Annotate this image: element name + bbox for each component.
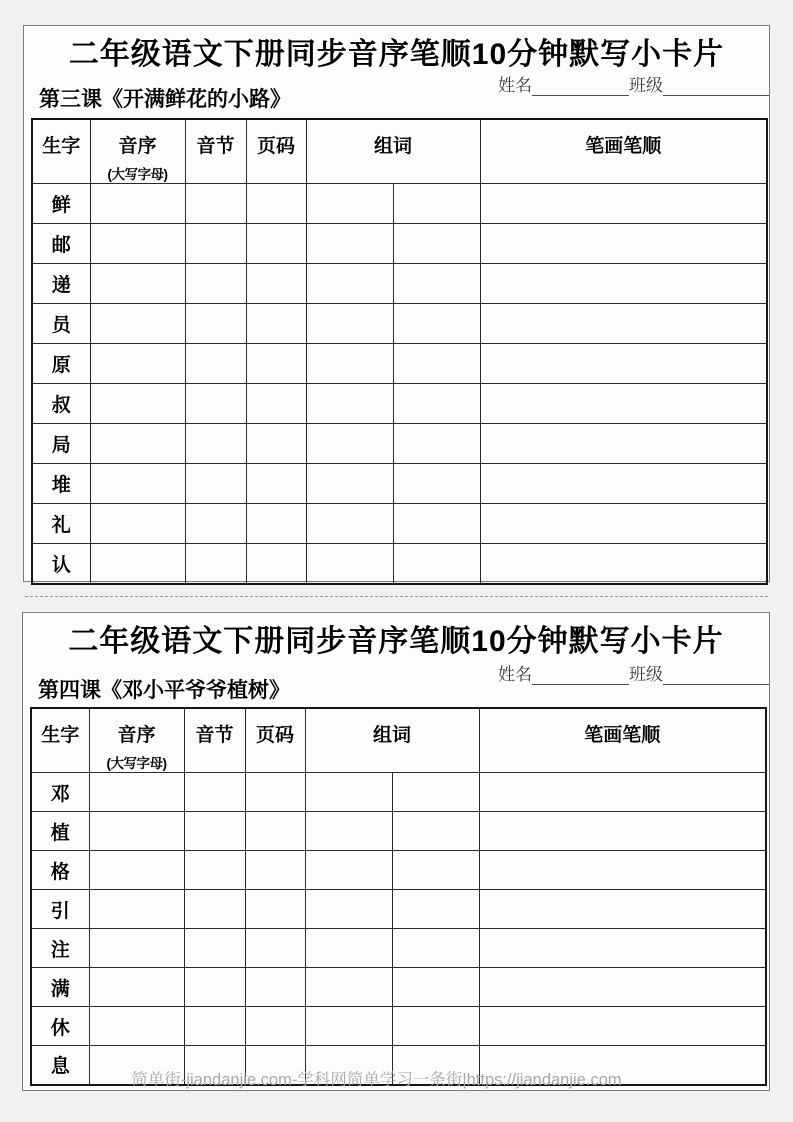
strokes-cell: [479, 890, 766, 929]
name-blank-line: [532, 80, 629, 96]
page-cell: [246, 384, 306, 424]
character-cell: 鲜: [32, 184, 90, 224]
words-cell-right: [393, 264, 480, 304]
words-cell-right: [393, 224, 480, 264]
character-cell: 堆: [32, 464, 90, 504]
table-row: [32, 424, 767, 464]
words-cell-left: [305, 1007, 392, 1046]
syllable-cell: [185, 304, 246, 344]
character-cell: 叔: [32, 384, 90, 424]
lesson-title: 第三课《开满鲜花的小路》: [39, 88, 291, 111]
words-cell-right: [393, 544, 480, 584]
page-cell: [246, 504, 306, 544]
header-syllable: 音节: [184, 708, 245, 773]
character-cell: 满: [31, 968, 89, 1007]
header-page: 页码: [246, 119, 306, 184]
strokes-cell: [480, 264, 767, 304]
table-row: [31, 1007, 766, 1046]
character-cell: 礼: [32, 504, 90, 544]
header-row: [31, 708, 766, 773]
page-cell: [246, 544, 306, 584]
page-cell: [245, 812, 305, 851]
syllable-cell: [184, 851, 245, 890]
header-strokes: 笔画笔顺: [480, 119, 767, 184]
words-cell-left: [306, 184, 393, 224]
class-blank-line: [663, 80, 769, 96]
syllable-cell: [184, 890, 245, 929]
strokes-cell: [479, 968, 766, 1007]
words-cell-right: [393, 304, 480, 344]
page-cell: [245, 968, 305, 1007]
table-row: [32, 224, 767, 264]
table-row: [32, 344, 767, 384]
words-cell-right: [393, 384, 480, 424]
worksheet-card-lesson4: [22, 612, 770, 1091]
table-row: [31, 851, 766, 890]
phonetic-cell: [90, 544, 185, 584]
words-cell-right: [392, 812, 479, 851]
table-row: [31, 812, 766, 851]
page-cell: [245, 890, 305, 929]
phonetic-cell: [89, 812, 184, 851]
table-row: [32, 184, 767, 224]
words-cell-right: [392, 1007, 479, 1046]
character-cell: 休: [31, 1007, 89, 1046]
strokes-cell: [480, 544, 767, 584]
phonetic-cell: [89, 851, 184, 890]
page-cell: [245, 773, 305, 812]
phonetic-cell: [90, 384, 185, 424]
words-cell-left: [306, 224, 393, 264]
header-phonetic: 音序: [117, 725, 156, 746]
vocab-table-lesson3: [31, 118, 768, 585]
syllable-cell: [184, 812, 245, 851]
syllable-cell: [185, 184, 246, 224]
syllable-cell: [185, 384, 246, 424]
syllable-cell: [184, 773, 245, 812]
page-cell: [245, 851, 305, 890]
name-blank-line: [532, 669, 629, 685]
watermark-text: 简单街-jiandanjie.com-学科网简单学习一条街|https://jiandanjie.com: [131, 1071, 622, 1089]
page-title: 二年级语文下册同步音序笔顺10分钟默写小卡片: [68, 38, 725, 71]
words-cell-right: [393, 424, 480, 464]
phonetic-cell: [90, 504, 185, 544]
words-cell-right: [392, 851, 479, 890]
words-cell-left: [305, 968, 392, 1007]
header-words: 组词: [305, 708, 479, 773]
header-phonetic: 音序: [118, 136, 157, 157]
page-cell: [246, 304, 306, 344]
words-cell-right: [393, 184, 480, 224]
strokes-cell: [480, 304, 767, 344]
phonetic-cell: [90, 464, 185, 504]
character-cell: 植: [31, 812, 89, 851]
words-cell-left: [306, 464, 393, 504]
page-cell: [246, 264, 306, 304]
header-words: 组词: [306, 119, 480, 184]
words-cell-left: [305, 851, 392, 890]
header-phonetic-note: (大写字母): [106, 756, 167, 771]
phonetic-cell: [89, 1007, 184, 1046]
class-label: 班级: [629, 665, 663, 684]
header-phonetic-note: (大写字母): [107, 167, 168, 182]
words-cell-left: [306, 384, 393, 424]
phonetic-cell: [89, 968, 184, 1007]
name-label: 姓名: [498, 76, 532, 95]
words-cell-right: [393, 504, 480, 544]
vocab-table-lesson4: [30, 707, 767, 1086]
strokes-cell: [479, 812, 766, 851]
phonetic-cell: [89, 890, 184, 929]
character-cell: 原: [32, 344, 90, 384]
syllable-cell: [184, 968, 245, 1007]
words-cell-left: [306, 504, 393, 544]
syllable-cell: [185, 464, 246, 504]
class-label: 班级: [629, 76, 663, 95]
header-strokes: 笔画笔顺: [479, 708, 766, 773]
table-row: [32, 464, 767, 504]
page-cell: [246, 344, 306, 384]
page-title: 二年级语文下册同步音序笔顺10分钟默写小卡片: [68, 625, 724, 658]
phonetic-cell: [90, 264, 185, 304]
table-row: [31, 773, 766, 812]
strokes-cell: [479, 1007, 766, 1046]
strokes-cell: [479, 851, 766, 890]
strokes-cell: [480, 424, 767, 464]
table-row: [31, 929, 766, 968]
phonetic-cell: [90, 344, 185, 384]
table-row: [32, 504, 767, 544]
lesson-title: 第四课《邓小平爷爷植树》: [38, 679, 290, 702]
words-cell-right: [392, 890, 479, 929]
character-cell: 邓: [31, 773, 89, 812]
header-char: 生字: [32, 119, 90, 184]
strokes-cell: [479, 773, 766, 812]
character-cell: 注: [31, 929, 89, 968]
character-cell: 认: [32, 544, 90, 584]
words-cell-left: [305, 773, 392, 812]
table-row: [32, 304, 767, 344]
syllable-cell: [185, 424, 246, 464]
strokes-cell: [480, 504, 767, 544]
strokes-cell: [480, 184, 767, 224]
table-row: [31, 968, 766, 1007]
words-cell-left: [305, 890, 392, 929]
syllable-cell: [185, 544, 246, 584]
header-phonetic-cell: [90, 119, 185, 184]
header-syllable: 音节: [185, 119, 246, 184]
syllable-cell: [185, 224, 246, 264]
page-cell: [246, 224, 306, 264]
card-divider-dashed-line: [25, 596, 768, 597]
phonetic-cell: [89, 773, 184, 812]
page-cell: [245, 929, 305, 968]
strokes-cell: [479, 929, 766, 968]
words-cell-left: [306, 304, 393, 344]
words-cell-left: [306, 264, 393, 304]
character-cell: 递: [32, 264, 90, 304]
words-cell-left: [305, 929, 392, 968]
words-cell-right: [392, 773, 479, 812]
name-class-row: [498, 71, 769, 96]
name-class-row: [498, 660, 769, 685]
table-row: [32, 264, 767, 304]
name-label: 姓名: [498, 665, 532, 684]
page-cell: [246, 464, 306, 504]
table-row: [32, 384, 767, 424]
words-cell-left: [306, 544, 393, 584]
syllable-cell: [184, 929, 245, 968]
words-cell-right: [393, 464, 480, 504]
phonetic-cell: [90, 424, 185, 464]
class-blank-line: [663, 669, 769, 685]
table-row: [31, 890, 766, 929]
strokes-cell: [480, 344, 767, 384]
page-cell: [245, 1007, 305, 1046]
header-row: [32, 119, 767, 184]
character-cell: 引: [31, 890, 89, 929]
character-cell: 息: [31, 1046, 89, 1085]
words-cell-right: [392, 968, 479, 1007]
syllable-cell: [185, 344, 246, 384]
words-cell-right: [392, 929, 479, 968]
strokes-cell: [480, 224, 767, 264]
phonetic-cell: [89, 929, 184, 968]
worksheet-card-lesson3: [23, 25, 770, 582]
strokes-cell: [480, 384, 767, 424]
page-cell: [246, 424, 306, 464]
header-phonetic-cell: [89, 708, 184, 773]
phonetic-cell: [90, 184, 185, 224]
phonetic-cell: [90, 224, 185, 264]
syllable-cell: [185, 504, 246, 544]
words-cell-left: [305, 812, 392, 851]
character-cell: 员: [32, 304, 90, 344]
page-cell: [246, 184, 306, 224]
syllable-cell: [184, 1007, 245, 1046]
character-cell: 局: [32, 424, 90, 464]
syllable-cell: [185, 264, 246, 304]
header-char: 生字: [31, 708, 89, 773]
character-cell: 格: [31, 851, 89, 890]
words-cell-left: [306, 424, 393, 464]
header-page: 页码: [245, 708, 305, 773]
words-cell-right: [393, 344, 480, 384]
table-row: [32, 544, 767, 584]
phonetic-cell: [90, 304, 185, 344]
character-cell: 邮: [32, 224, 90, 264]
strokes-cell: [480, 464, 767, 504]
words-cell-left: [306, 344, 393, 384]
